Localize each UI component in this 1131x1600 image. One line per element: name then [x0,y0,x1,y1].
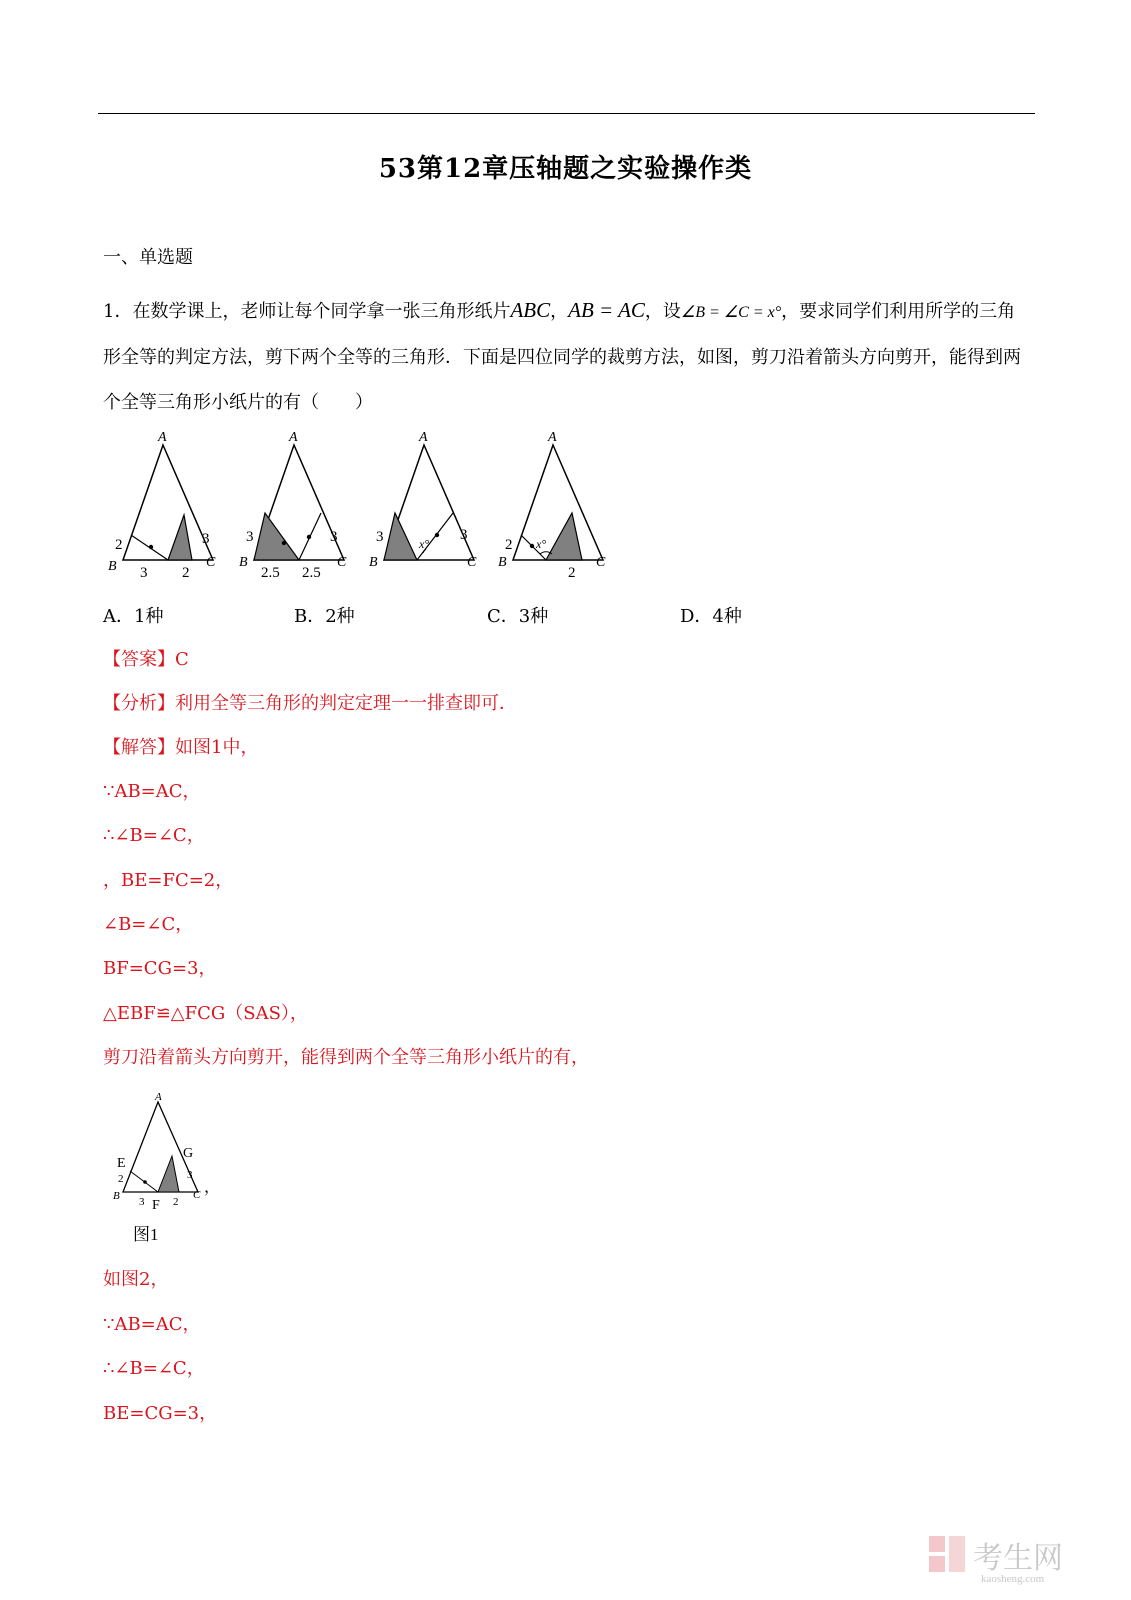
analysis-text: 利用全等三角形的判定定理一一排查即可． [175,693,517,714]
sol-vertex-e: E [117,1156,126,1171]
watermark-icon [929,1536,965,1572]
analysis-line [103,691,517,717]
fig4-base-right: 2 [568,565,576,581]
fig3-vertex-c: C [467,555,477,570]
fig1-left-side: 2 [115,537,123,553]
fig4-vertex-a: A [548,430,557,445]
sol-vertex-f: F [152,1198,160,1213]
fig3-vertex-b: B [369,555,378,570]
triangle-abc: ABC [510,298,551,322]
solution-label: 【解答】 [103,737,175,758]
fig4-left-side: 2 [505,537,513,553]
answer-line [103,647,189,673]
figure-row [98,425,618,585]
sol-figure-caption: 图1 [133,1225,159,1244]
option-b: B．2种 [294,606,355,627]
option-a: A．1种 [103,606,164,627]
fig1-vertex-b: B [108,559,117,574]
fig3-angle: x° [419,537,430,551]
angle-condition: ∠B = ∠C = x° [680,304,782,321]
figure-3 [369,430,477,570]
question-text-c: ，要求同学们利用所学的三角形全等的判定方法，剪下两个全等的三角形．下面是四位同学的裁剪方法，如图，剪刀沿着箭头方向剪开，能得到两个全等三角形小纸片的有（ ） [103,301,1021,413]
sol-g-len: 3 [187,1169,193,1181]
solution-line [103,735,258,761]
fig3-vertex-a: A [419,430,428,445]
fig1-right-side: 3 [202,531,210,547]
fig2-left-side: 3 [246,529,254,545]
option-d: D．4种 [680,606,742,627]
step1-line: ∴∠B=∠C， [103,825,205,846]
fig2-base-left: 2.5 [261,565,280,581]
question-1 [103,288,1033,425]
watermark-url: kaosheng.com [981,1573,1045,1585]
fig3-left-side: 3 [376,529,384,545]
sol-vertex-g: G [183,1146,194,1161]
equation-ab-ac: AB = AC [568,298,645,322]
option-c: C．3种 [487,606,549,627]
question-text-a: 在数学课上，老师让每个同学拿一张三角形纸片 [132,301,511,322]
fig1-base-right: 2 [182,565,190,581]
sol-vertex-b: B [113,1190,120,1202]
step1-line: ，BE=FC=2， [103,870,234,891]
solution-figure-1 [108,1088,228,1248]
figure-4 [498,430,606,581]
sol-e-len: 2 [118,1173,124,1185]
page-title: 53第12章压轴题之实验操作类 [378,154,753,184]
step1-line: ∵AB=AC， [103,781,201,802]
fig4-vertex-b: B [498,555,507,570]
sol-fc: 2 [173,1196,179,1208]
sol-trail-comma: ， [204,1179,221,1196]
sol-vertex-a: A [155,1091,162,1103]
question-sep: ， [550,301,569,322]
fig2-right-side: 3 [330,529,338,545]
answer-label: 【答案】 [103,649,175,670]
step2-line: ∴∠B=∠C， [103,1358,205,1379]
step2-line: ∵AB=AC， [103,1314,201,1335]
solution-intro: 如图1中， [175,737,259,758]
fig2-vertex-c: C [337,555,347,570]
header-rule [98,113,1035,114]
fig1-vertex-c: C [206,555,216,570]
question-number: 1． [103,301,133,322]
figure-2 [239,430,347,581]
sol-vertex-c: C [193,1189,201,1201]
question-text-b: ，设 [644,301,681,322]
answer-value: C [175,649,189,670]
analysis-label: 【分析】 [103,693,175,714]
fig4-angle: x° [536,537,547,551]
watermark-brand: 考生网 [973,1542,1063,1575]
section-heading: 一、单选题 [103,247,193,268]
fig4-vertex-c: C [596,555,606,570]
figure-1 [108,430,216,581]
fig1-vertex-a: A [158,430,167,445]
sol-bf: 3 [139,1196,145,1208]
step2-line: BE=CG=3， [103,1403,218,1424]
fig3-right-side: 3 [460,527,468,543]
step1-line: BF=CG=3， [103,958,217,979]
fig2-vertex-a: A [289,430,298,445]
watermark-logo [925,1530,1100,1586]
step1-line: ∠B=∠C， [103,914,194,935]
step1-line: △EBF≌△FCG（SAS）， [103,1003,308,1024]
fig1-base-left: 3 [140,565,148,581]
step2-line: 如图2， [103,1269,169,1290]
fig2-base-right: 2.5 [302,565,321,581]
step1-line: 剪刀沿着箭头方向剪开，能得到两个全等三角形小纸片的有， [103,1047,589,1068]
fig2-vertex-b: B [239,555,248,570]
